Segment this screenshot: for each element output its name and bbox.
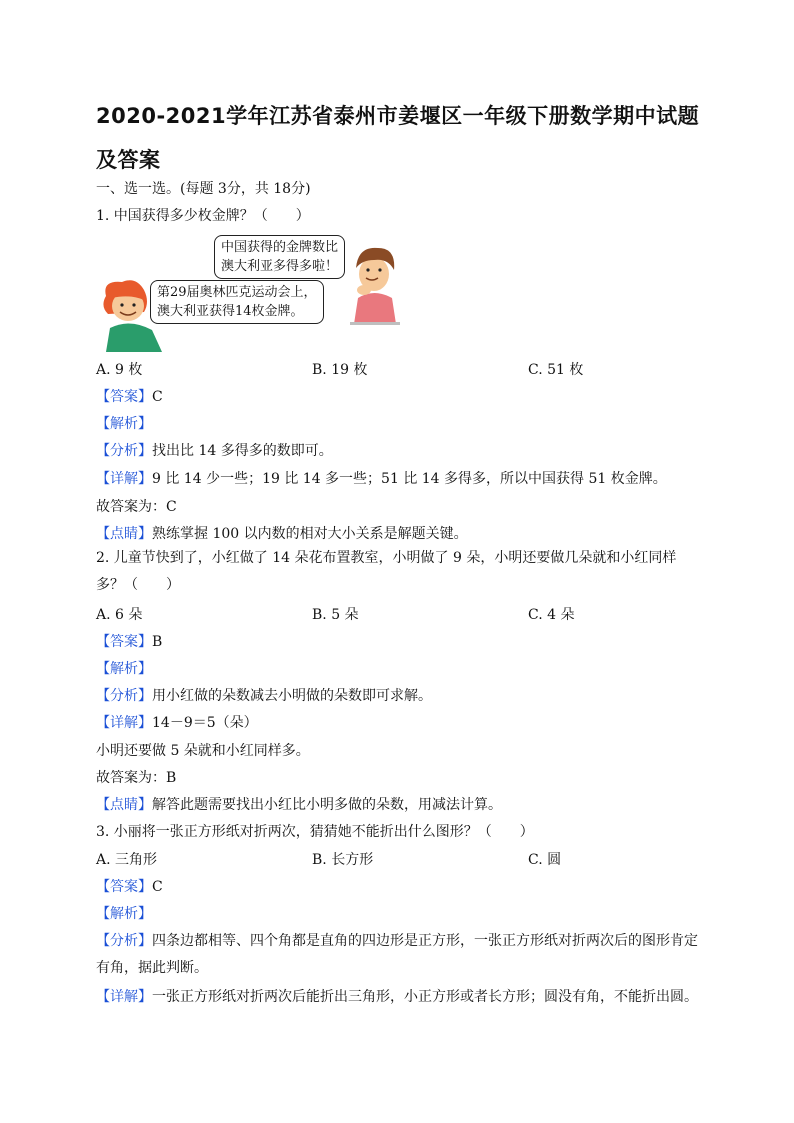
question-1: 1. 中国获得多少枚金牌？（ ）	[96, 208, 310, 224]
q1-xiangjie	[96, 469, 667, 489]
q3-option-b: B. 长方形	[312, 852, 374, 868]
q1-answer	[96, 387, 163, 407]
q3-answer	[96, 877, 163, 897]
fenxi-tag: 【分析】	[96, 443, 152, 459]
answer-tag: 【答案】	[96, 389, 152, 405]
answer-value: B	[152, 634, 163, 650]
jiexi-tag: 【解析】	[96, 416, 152, 432]
q2-answer	[96, 632, 162, 652]
jiexi-tag: 【解析】	[96, 661, 152, 677]
xiangjie-tag: 【详解】	[96, 471, 152, 487]
answer-tag: 【答案】	[96, 879, 152, 895]
boy-figure-icon	[344, 238, 404, 326]
girl-speech-bubble	[150, 280, 324, 324]
xiangjie-tag: 【详解】	[96, 715, 152, 731]
xiangjie-tag: 【详解】	[96, 989, 152, 1005]
fenxi-text: 四条边都相等、四个角都是直角的四边形是正方形，一张正方形纸对折两次后的图形肯定有角，据此判断。	[96, 933, 698, 976]
girl-speech-line-1: 第29届奥林匹克运动会上，	[157, 285, 317, 300]
q1-option-c: C. 51 枚	[528, 362, 584, 378]
section-heading: 一、选一选。(每题 3分，共 18分)	[96, 181, 311, 197]
q2-option-c: C. 4 朵	[528, 607, 575, 623]
q2-option-a: A. 6 朵	[96, 607, 143, 623]
dianjing-text: 熟练掌握 100 以内数的相对大小关系是解题关键。	[152, 526, 468, 542]
q2-fenxi	[96, 686, 432, 706]
q2-xiangjie	[96, 713, 258, 733]
q1-option-a: A. 9 枚	[96, 362, 143, 378]
jiexi-tag: 【解析】	[96, 906, 152, 922]
boy-speech-line-1: 中国获得的金牌数比	[221, 240, 339, 255]
question-3: 3. 小丽将一张正方形纸对折两次，猜猜她不能折出什么图形？（ ）	[96, 824, 534, 840]
q2-conclusion: 故答案为：B	[96, 770, 177, 786]
q3-option-c: C. 圆	[528, 852, 562, 868]
q2-option-b: B. 5 朵	[312, 607, 359, 623]
document-title: 2020-2021学年江苏省泰州市姜堰区一年级下册数学期中试题及答案	[96, 104, 700, 172]
xiangjie-text: 9 比 14 少一些；19 比 14 多一些；51 比 14 多得多，所以中国获得 51 枚金牌。	[152, 471, 667, 487]
q3-fenxi	[96, 928, 700, 982]
answer-tag: 【答案】	[96, 634, 152, 650]
q3-option-a: A. 三角形	[96, 852, 158, 868]
q2-extra: 小明还要做 5 朵就和小红同样多。	[96, 743, 310, 759]
q3-xiangjie	[96, 987, 698, 1007]
q1-option-b: B. 19 枚	[312, 362, 368, 378]
dianjing-tag: 【点睛】	[96, 797, 152, 813]
q2-dianjing	[96, 795, 502, 815]
dianjing-tag: 【点睛】	[96, 526, 152, 542]
q1-fenxi	[96, 441, 333, 461]
q1-jiexi	[96, 414, 152, 434]
q1-conclusion: 故答案为：C	[96, 499, 177, 515]
answer-value: C	[152, 389, 163, 405]
q1-dianjing	[96, 524, 468, 544]
q3-jiexi	[96, 904, 152, 924]
boy-speech-bubble	[214, 235, 345, 279]
boy-speech-line-2: 澳大利亚多得多啦！	[221, 259, 339, 274]
fenxi-tag: 【分析】	[96, 933, 152, 949]
fenxi-text: 用小红做的朵数减去小明做的朵数即可求解。	[152, 688, 432, 704]
q2-jiexi	[96, 659, 152, 679]
dianjing-text: 解答此题需要找出小红比小明多做的朵数，用减法计算。	[152, 797, 502, 813]
girl-speech-line-2: 澳大利亚获得14枚金牌。	[157, 304, 304, 319]
question-1-illustration	[96, 232, 406, 354]
answer-value: C	[152, 879, 163, 895]
xiangjie-text: 一张正方形纸对折两次后能折出三角形，小正方形或者长方形；圆没有角，不能折出圆。	[152, 989, 698, 1005]
fenxi-text: 找出比 14 多得多的数即可。	[152, 443, 333, 459]
fenxi-tag: 【分析】	[96, 688, 152, 704]
xiangjie-text: 14－9＝5（朵）	[152, 715, 258, 731]
question-2: 2. 儿童节快到了，小红做了 14 朵花布置教室，小明做了 9 朵，小明还要做几朵就和小红同样多？（ ）	[96, 550, 677, 593]
